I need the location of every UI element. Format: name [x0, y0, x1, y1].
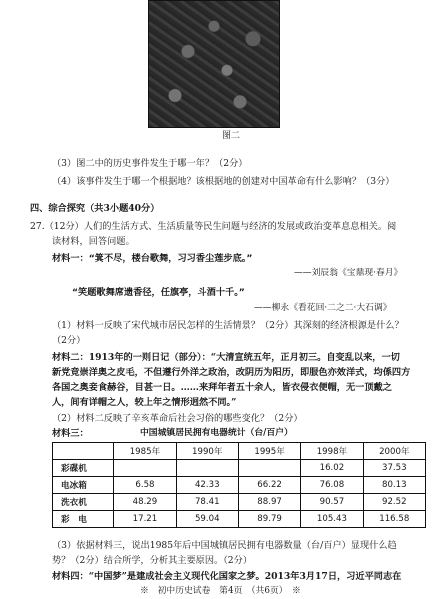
material-2-line4: 人，间有详帽之人，较上年之情形迥然不同。”	[52, 397, 237, 408]
table-header-cell: 1990年	[176, 443, 238, 460]
table-header-cell: 1995年	[238, 443, 300, 460]
material-1-source: ——刘辰翁《宝鼎现·春月》	[294, 268, 403, 278]
table-header-cell: 1985年	[114, 443, 176, 460]
table-cell: 6.58	[114, 477, 176, 494]
table-cell: 78.41	[176, 494, 238, 511]
table-header-row	[53, 443, 426, 460]
table-header-cell: 2000年	[363, 443, 425, 460]
table-cell: 洗衣机	[53, 494, 114, 511]
question-2: （2）材料二反映了辛亥革命后社会习俗的哪些变化？（2分）	[52, 413, 303, 424]
figure-caption: 图二	[222, 131, 241, 141]
table-cell: 37.53	[363, 460, 425, 477]
question-1: （1）材料一反映了宋代城市居民怎样的生活情景？（2分）其深刻的经济根源是什么？	[52, 320, 404, 331]
table-cell: 90.57	[301, 494, 363, 511]
section-title: 四、综合探究（共3小题40分）	[30, 203, 160, 214]
material-1-label: 材料一：	[52, 253, 89, 264]
material-2-line2: 新党竞崇洋奥之皮毛，不但遵行外洋之政治，改阴历为阳历，即服色亦效洋式，均係四方	[52, 367, 411, 378]
material-1-quote2: “笑题歌舞席遗香径，任旗亭，斗酒十千。”	[72, 287, 245, 298]
table-cell: 88.97	[238, 494, 300, 511]
q27-line2: 读材料，回答问题。	[52, 236, 135, 247]
table-cell: 彩 电	[53, 511, 114, 528]
table-cell: 66.22	[238, 477, 300, 494]
material-4-line: 材料四：“中国梦”是建成社会主义现代化国家之梦。2013年3月17日，习近平同志在	[52, 571, 402, 582]
page-footer: ※ 初中历史试卷 第4页 （共6页） ※	[140, 586, 301, 596]
table-cell: 42.33	[176, 477, 238, 494]
table-cell	[114, 460, 176, 477]
table-cell: 89.79	[238, 511, 300, 528]
table-row	[53, 494, 426, 511]
material-1-source2: ——柳永《看花回·二之二·大石调》	[254, 303, 392, 313]
table-cell	[176, 460, 238, 477]
material-2-line3: 各国之奥妾食赫谷，目甚一日。……来拜年者五十余人，皆衣侵衣便帽，无一顶戴之	[52, 382, 392, 393]
table-cell: 80.13	[363, 477, 425, 494]
table-cell: 59.04	[176, 511, 238, 528]
question-3-line2: 势？（2分）结合所学，分析其主要原因。（2分）	[52, 555, 253, 566]
historical-photo	[148, 0, 280, 128]
table-row	[53, 460, 426, 477]
table-cell: 16.02	[301, 460, 363, 477]
question-4-top: （4）该事件发生于哪一个根据地？该根据地的创建对中国革命有什么影响？（3分）	[52, 176, 395, 187]
question-3-line1: （3）依据材料三，说出1985年后中国城镇居民拥有电器数量（台/百户）显现什么趋	[52, 540, 397, 551]
q27-line1: 27.（12分）人们的生活方式、生活质量等民生问题与经济的发展或政治变革息息相关。阅	[30, 221, 397, 232]
table-cell: 48.29	[114, 494, 176, 511]
table-row	[53, 477, 426, 494]
table-cell: 76.08	[301, 477, 363, 494]
table-title: 中国城镇居民拥有电器统计（台/百户）	[140, 428, 293, 438]
question-3-top: （3）图二中的历史事件发生于哪一年？（2分）	[52, 158, 248, 169]
material-3-label: 材料三：	[52, 428, 89, 439]
table-cell: 116.58	[363, 511, 425, 528]
table-row	[53, 511, 426, 528]
table-cell: 电冰箱	[53, 477, 114, 494]
material-2-line1: 材料二：1913年的一则日记（部分）：“大清宣统五年，正月初三。自变乱以来，一切	[52, 352, 400, 363]
table-header-cell: 1998年	[301, 443, 363, 460]
table-cell: 92.52	[363, 494, 425, 511]
table-cell: 105.43	[301, 511, 363, 528]
table-header-cell	[53, 443, 114, 460]
question-1-b: （2分）	[52, 335, 86, 346]
table-cell: 17.21	[114, 511, 176, 528]
table-cell	[238, 460, 300, 477]
appliance-table	[52, 442, 426, 528]
table-cell: 彩碟机	[53, 460, 114, 477]
material-1-quote: “箕不尽，楼台歌舞，习习香尘莲步底。”	[88, 253, 253, 264]
